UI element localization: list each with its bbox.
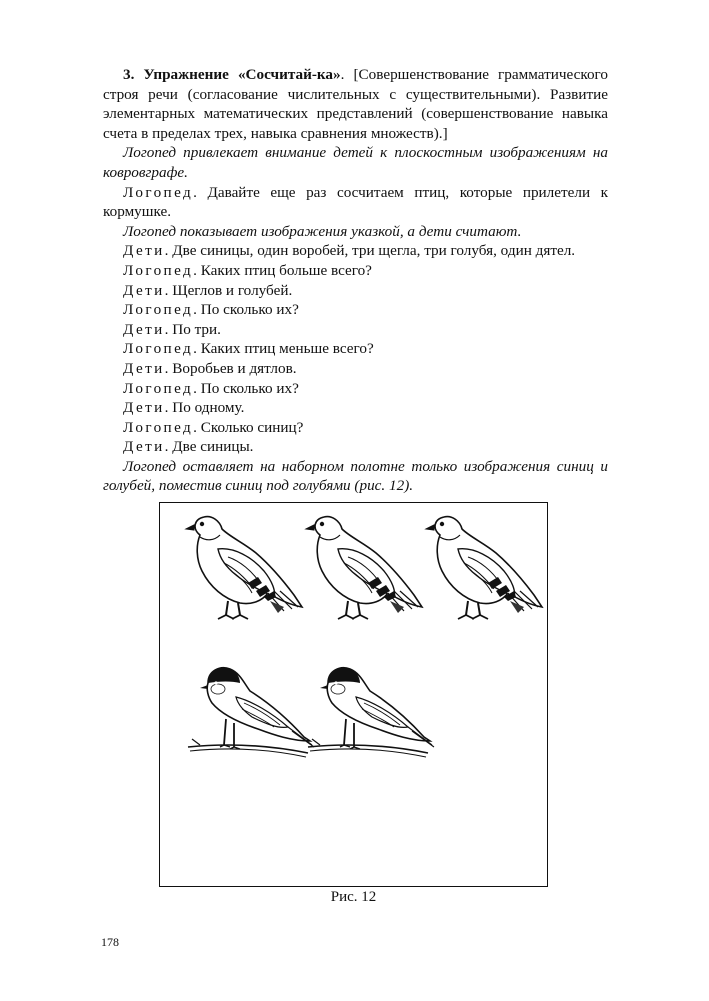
dialogue-line (103, 398, 608, 418)
tit-row (188, 668, 434, 757)
exercise-heading-paragraph (103, 65, 608, 143)
dialogue-line (103, 379, 608, 399)
stage-direction: Логопед привлекает внимание детей к плоскостным изображениям на ковровграфе. (103, 144, 608, 181)
pigeon-drawing (306, 517, 422, 619)
dialogue-text: . По три. (164, 320, 221, 338)
speaker-name: Логопед (123, 261, 194, 279)
dialogue-text: . Воробьев и дятлов. (164, 359, 297, 377)
exercise-description: . [Совершенствование грамматического строя речи (согласование числительных с существительными). Развитие элементарных математических представлений (совершенствование навыка счета в пределах трех, навыка сравнения множеств).] (103, 66, 608, 142)
dialogue-line (103, 437, 608, 457)
speaker-name: Логопед (123, 418, 194, 436)
tit-drawing (188, 668, 314, 757)
bird-illustration (160, 503, 546, 885)
dialogue-line (103, 261, 608, 281)
dialogue (103, 143, 608, 496)
dialogue-text: . Сколько синиц? (193, 418, 304, 436)
dialogue-line (103, 359, 608, 379)
tit-drawing (308, 668, 434, 757)
figure-frame (159, 502, 548, 887)
dialogue-text: . Каких птиц меньше всего? (193, 340, 374, 358)
speaker-name: Дети (123, 320, 165, 338)
dialogue-text: . По одному. (164, 399, 245, 417)
pigeon-row (186, 517, 542, 619)
dialogue-line (103, 339, 608, 359)
page-number: 178 (101, 935, 119, 949)
pigeon-drawing (186, 517, 302, 619)
dialogue-line (103, 241, 608, 261)
dialogue-line (103, 281, 608, 301)
dialogue-line (103, 300, 608, 320)
speaker-name: Дети (123, 438, 165, 456)
dialogue-line (103, 418, 608, 438)
dialogue-text: . По сколько их? (193, 379, 299, 397)
speaker-name: Дети (123, 242, 165, 260)
dialogue-line (103, 183, 608, 222)
exercise-title: 3. Упражнение «Сосчитай-ка» (123, 66, 341, 83)
dialogue-text: . Давайте еще раз сосчитаем птиц, которые прилетели к кормушке. (103, 183, 608, 221)
speaker-name: Дети (123, 399, 165, 417)
dialogue-text: . По сколько их? (193, 301, 299, 319)
speaker-name: Логопед (123, 183, 194, 201)
dialogue-text: . Две синицы. (164, 438, 254, 456)
speaker-name: Логопед (123, 379, 194, 397)
speaker-name: Дети (123, 359, 165, 377)
stage-direction: Логопед показывает изображения указкой, а дети считают. (123, 222, 522, 240)
dialogue-text: . Щеглов и голубей. (164, 281, 293, 299)
stage-direction: Логопед оставляет на наборном полотне только изображения синиц и голубей, поместив синиц под голубями (рис. 12). (103, 457, 608, 495)
dialogue-text: . Две синицы, один воробей, три щегла, три голубя, один дятел. (164, 242, 576, 260)
pigeon-drawing (426, 517, 542, 619)
speaker-name: Логопед (123, 340, 194, 358)
dialogue-line (103, 320, 608, 340)
speaker-name: Дети (123, 281, 165, 299)
dialogue-text: . Каких птиц больше всего? (193, 261, 372, 279)
speaker-name: Логопед (123, 301, 194, 319)
page-text (103, 65, 608, 496)
figure-caption: Рис. 12 (330, 889, 377, 905)
